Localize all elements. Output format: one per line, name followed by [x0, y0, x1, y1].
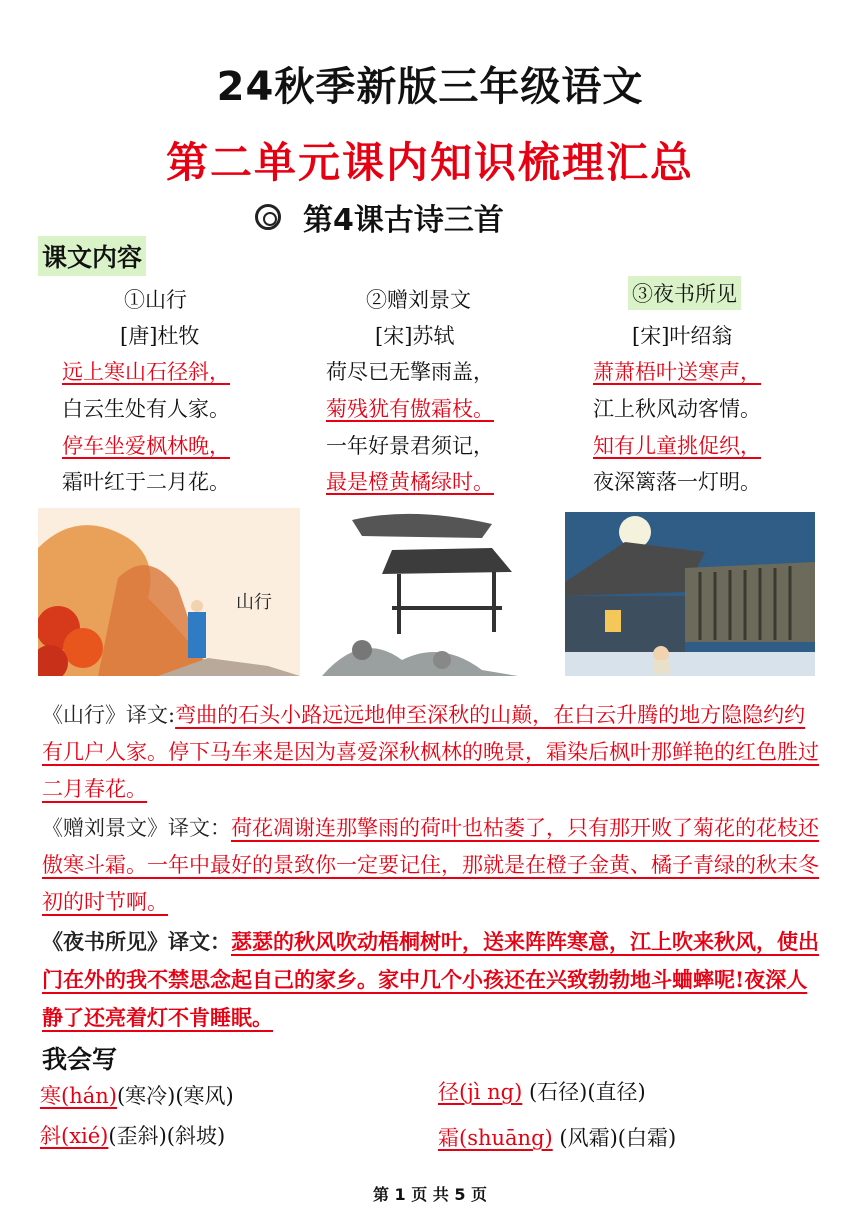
- svg-text:山行: 山行: [236, 592, 272, 613]
- lesson-heading: [255, 195, 504, 239]
- poem-line: 远上寒山石径斜，: [62, 360, 230, 384]
- poem-line: 霜叶红于二月花。: [62, 470, 230, 494]
- lesson-title: 第4课古诗三首: [303, 203, 504, 238]
- translation-text: 瑟瑟的秋风吹动梧桐树叶，送来阵阵寒意，江上吹来秋风，使出门在外的我不禁思念起自己的家乡。家中几个小孩还在兴致勃勃地斗蛐蟀呢!夜深人静了还亮着灯不肯睡眠。: [42, 929, 819, 1030]
- poem-line: 一年好景君须记，: [326, 434, 494, 458]
- shanxing-illustration: [38, 508, 300, 676]
- write-char: 斜: [40, 1124, 61, 1148]
- translation-label: 《赠刘景文》译文：: [42, 816, 231, 840]
- write-pinyin: (hán): [61, 1084, 117, 1108]
- write-words: (风霜)(白霜): [552, 1126, 677, 1150]
- write-words: (石径)(直径): [522, 1080, 646, 1104]
- write-item: [40, 1120, 225, 1150]
- poem-line: 停车坐爱枫林晚，: [62, 434, 230, 458]
- write-item: [40, 1080, 234, 1110]
- translation-zengliujingwen: [42, 810, 822, 921]
- write-char: 寒: [40, 1084, 61, 1108]
- translation-yeshusuojian: [42, 923, 822, 1037]
- write-words: (歪斜)(斜坡): [108, 1124, 226, 1148]
- translation-label: 《夜书所见》译文：: [42, 929, 231, 954]
- poem-author: [宋]苏轼: [375, 324, 455, 348]
- poem-line: 菊残犹有傲霜枝。: [326, 397, 494, 421]
- poem-line: 萧萧梧叶送寒声，: [593, 360, 761, 384]
- translation-text: 荷花凋谢连那擎雨的荷叶也枯萎了，只有那开败了菊花的花枝还傲寒斗霜。一年中最好的景致你一定要记住，那就是在橙子金黄、橘子青绿的秋末冬初的时节啊。: [42, 816, 819, 914]
- write-item: [438, 1076, 646, 1106]
- zengliujingwen-illustration: [322, 510, 518, 676]
- poem-author: [唐]杜牧: [120, 324, 200, 348]
- poem-line: 江上秋风动客情。: [593, 397, 761, 421]
- write-item: [438, 1122, 676, 1152]
- poem-title: ①山行: [124, 288, 187, 312]
- page-footer: 第 1 页 共 5 页: [372, 1185, 488, 1204]
- write-words: (寒冷)(寒风): [116, 1084, 234, 1108]
- poem-title: ②赠刘景文: [366, 288, 471, 312]
- poem-title: ③夜书所见: [628, 276, 741, 310]
- poem-line: 最是橙黄橘绿时。: [326, 470, 494, 494]
- poem-line: 夜深篱落一灯明。: [593, 470, 761, 494]
- unit-subtitle: 第二单元课内知识梳理汇总: [165, 138, 694, 187]
- translation-text: 弯曲的石头小路远远地伸至深秋的山巅，在白云升腾的地方隐隐约约有几户人家。停下马车来是因为喜爱深秋枫林的晚景，霜染后枫叶那鲜艳的红色胜过二月春花。: [42, 703, 819, 801]
- write-pinyin: (xié): [61, 1124, 109, 1148]
- write-pinyin: (jì ng): [459, 1080, 523, 1104]
- double-circle-icon: [255, 204, 281, 230]
- section-write-label: 我会写: [42, 1045, 118, 1074]
- poem-author: [宋]叶绍翁: [632, 324, 733, 348]
- poem-line: 白云生处有人家。: [62, 397, 230, 421]
- translation-shanxing: [42, 697, 822, 808]
- write-char: 霜: [438, 1126, 459, 1150]
- poem-line: 荷尽已无擎雨盖，: [326, 360, 494, 384]
- write-char: 径: [438, 1080, 459, 1104]
- poem-line: 知有儿童挑促织，: [593, 434, 761, 458]
- translation-label: 《山行》译文:: [42, 703, 176, 727]
- write-pinyin: (shuāng): [459, 1126, 553, 1150]
- yeshusuojian-illustration: [565, 512, 815, 676]
- section-content-label: 课文内容: [38, 236, 146, 276]
- document-title: 24秋季新版三年级语文: [216, 64, 644, 110]
